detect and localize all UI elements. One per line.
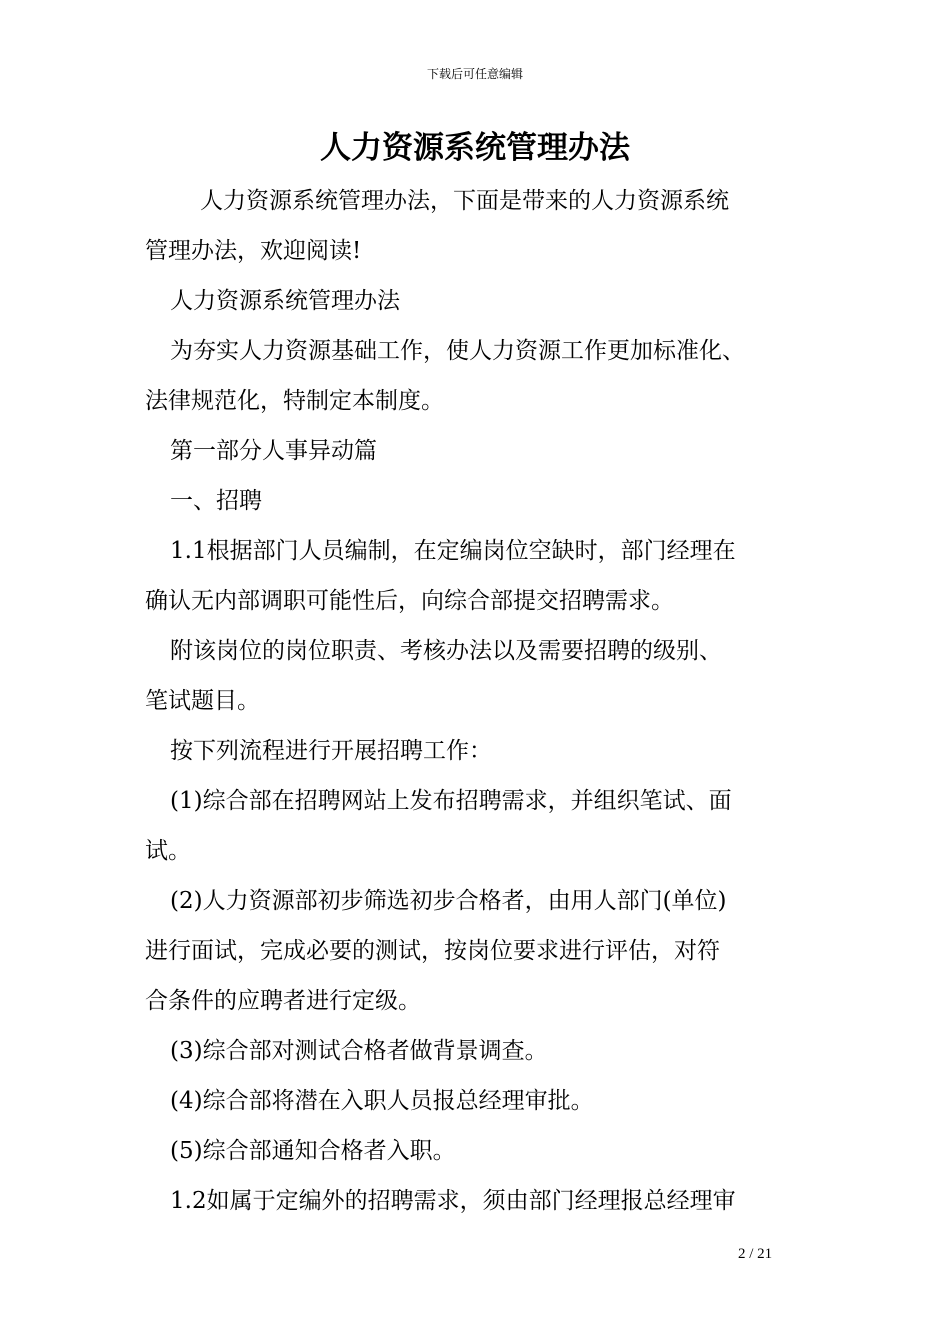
- header-note: 下载后可任意编辑: [426, 67, 523, 81]
- list-item: (1)综合部在招聘网站上发布招聘需求，并组织笔试、面: [170, 788, 732, 814]
- paragraph-line: 1.2如属于定编外的招聘需求，须由部门经理报总经理审: [170, 1188, 736, 1214]
- list-item-continuation: 试。: [145, 838, 191, 864]
- paragraph-line: 法律规范化，特制定本制度。: [145, 388, 444, 414]
- list-item-continuation: 合条件的应聘者进行定级。: [145, 988, 421, 1014]
- list-item: (3)综合部对测试合格者做背景调查。: [170, 1038, 548, 1064]
- list-item-continuation: 进行面试，完成必要的测试，按岗位要求进行评估，对符: [145, 938, 720, 964]
- paragraph-line: 附该岗位的岗位职责、考核办法以及需要招聘的级别、: [170, 638, 722, 664]
- paragraph-line: 按下列流程进行开展招聘工作：: [170, 738, 492, 764]
- list-item: (2)人力资源部初步筛选初步合格者，由用人部门(单位): [170, 888, 727, 914]
- paragraph-line: 人力资源系统管理办法，下面是带来的人力资源系统: [200, 188, 729, 214]
- section-heading: 一、招聘: [170, 488, 262, 514]
- document-body: [145, 176, 835, 1226]
- page-number: 2 / 21: [738, 1246, 773, 1262]
- section-heading: 第一部分人事异动篇: [170, 438, 377, 464]
- document-title: 人力资源系统管理办法: [320, 130, 630, 166]
- list-item: (4)综合部将潜在入职人员报总经理审批。: [170, 1088, 594, 1114]
- paragraph-line: 笔试题目。: [145, 688, 260, 714]
- paragraph-line: 确认无内部调职可能性后，向综合部提交招聘需求。: [145, 588, 674, 614]
- list-item: (5)综合部通知合格者入职。: [170, 1138, 456, 1164]
- paragraph-line: 管理办法，欢迎阅读!: [145, 238, 362, 264]
- paragraph-line: 1.1根据部门人员编制，在定编岗位空缺时，部门经理在: [170, 538, 736, 564]
- paragraph-line: 为夯实人力资源基础工作，使人力资源工作更加标准化、: [170, 338, 745, 364]
- section-heading: 人力资源系统管理办法: [170, 288, 400, 314]
